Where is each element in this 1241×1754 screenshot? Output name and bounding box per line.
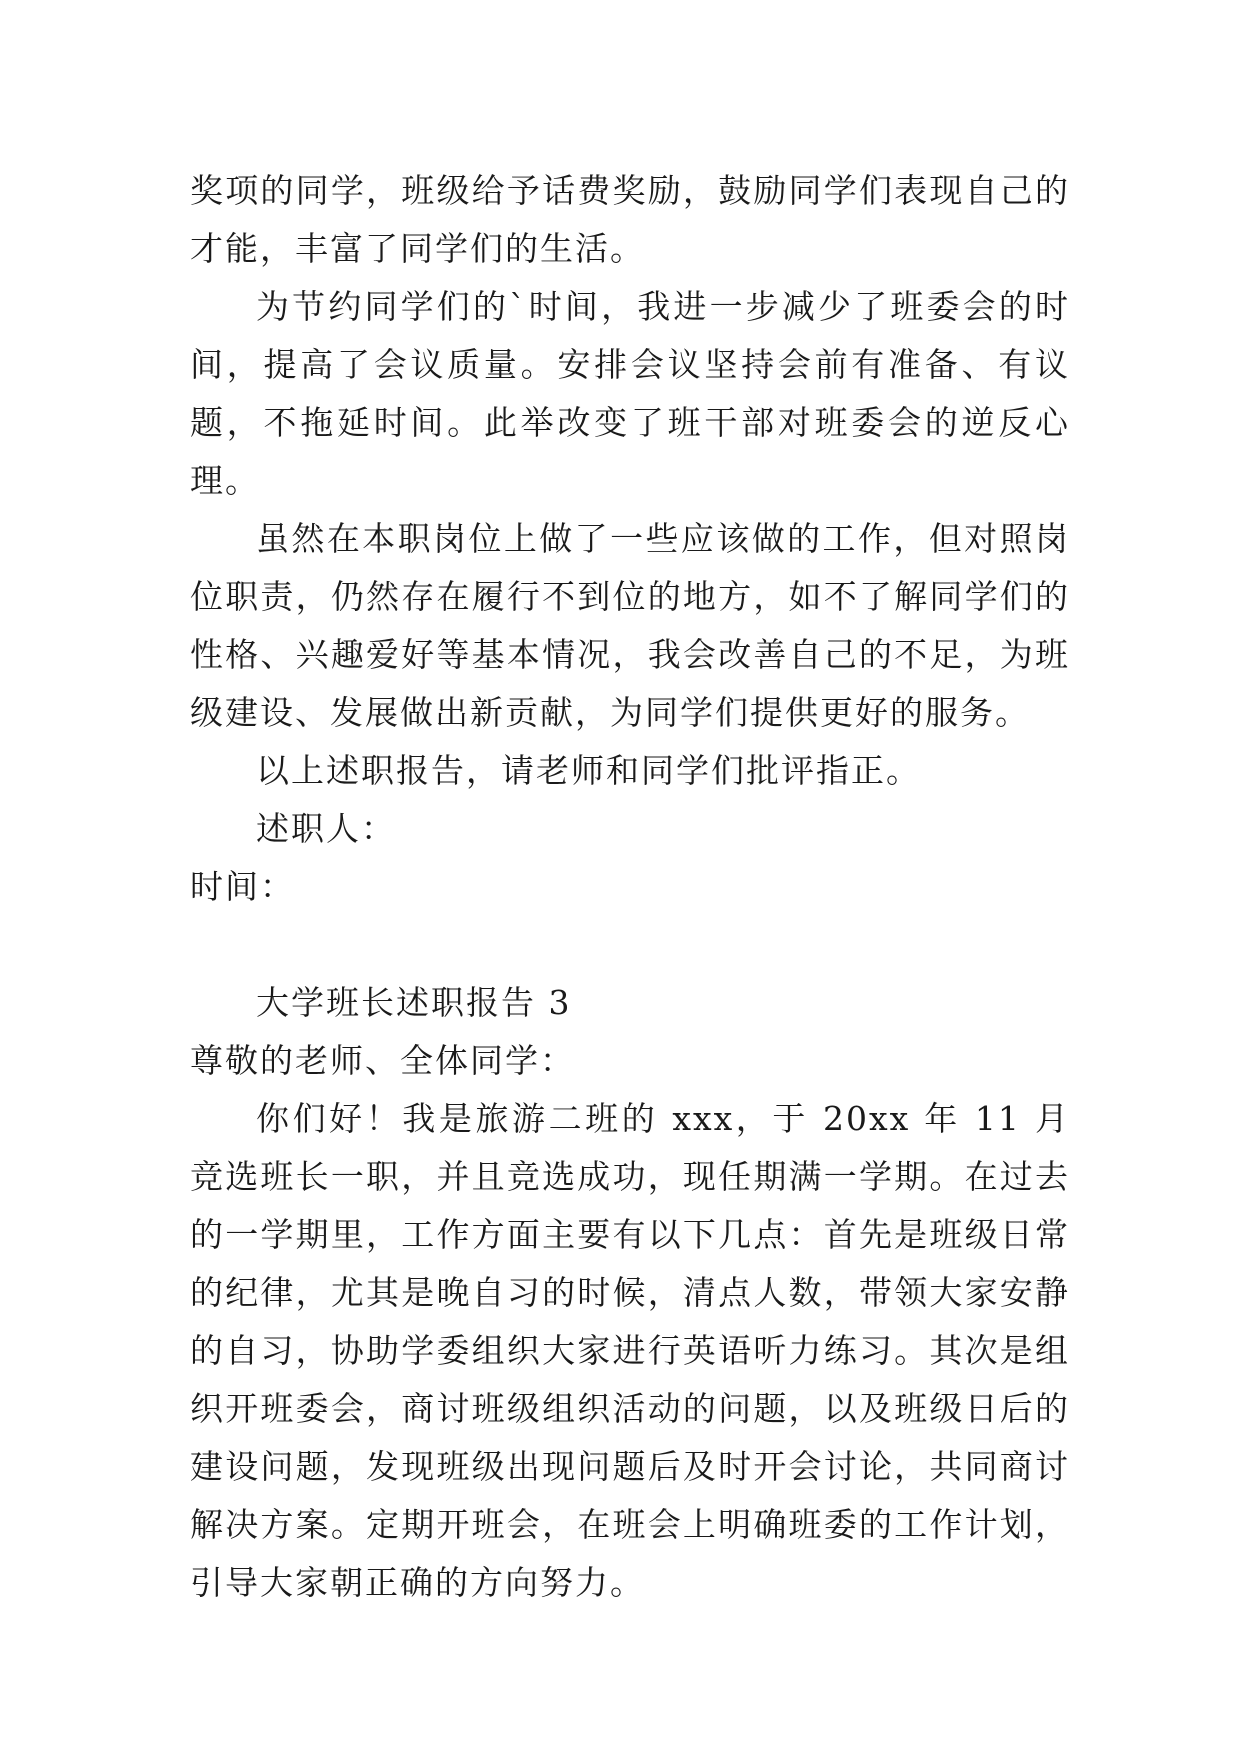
signature-label: 述职人：	[256, 809, 396, 848]
paragraph-closing: 以上述职报告，请老师和同学们批评指正。	[256, 751, 921, 790]
paragraph-meeting-time: 为节约同学们的`时间，我进一步减少了班委会的时间，提高了会议质量。安排会议坚持会前有准备、有议题，不拖延时间。此举改变了班干部对班委会的逆反心理。	[190, 287, 1070, 500]
document-body	[190, 162, 1070, 1612]
paragraph-continued: 奖项的同学，班级给予话费奖励，鼓励同学们表现自己的才能，丰富了同学们的生活。	[190, 171, 1070, 268]
section-spacer	[190, 916, 1070, 974]
section-title: 大学班长述职报告 3	[256, 983, 572, 1022]
paragraph-shortcomings: 虽然在本职岗位上做了一些应该做的工作，但对照岗位职责，仍然存在履行不到位的地方，如不了解同学们的性格、兴趣爱好等基本情况，我会改善自己的不足，为班级建设、发展做出新贡献，为同学们提供更好的服务。	[190, 519, 1070, 732]
date-label: 时间：	[190, 867, 295, 906]
salutation: 尊敬的老师、全体同学：	[190, 1041, 575, 1080]
body-paragraph: 你们好！我是旅游二班的 xxx，于 20xx 年 11 月竞选班长一职，并且竞选成功，现任期满一学期。在过去的一学期里，工作方面主要有以下几点：首先是班级日常的纪律，尤其是晚自习的时候，清点人数，带领大家安静的自习，协助学委组织大家进行英语听力练习。其次是组织开班委会，商讨班级组织活动的问题，以及班级日后的建设问题，发现班级出现问题后及时开会讨论，共同商讨解决方案。定期开班会，在班会上明确班委的工作计划，引导大家朝正确的方向努力。	[190, 1099, 1070, 1602]
